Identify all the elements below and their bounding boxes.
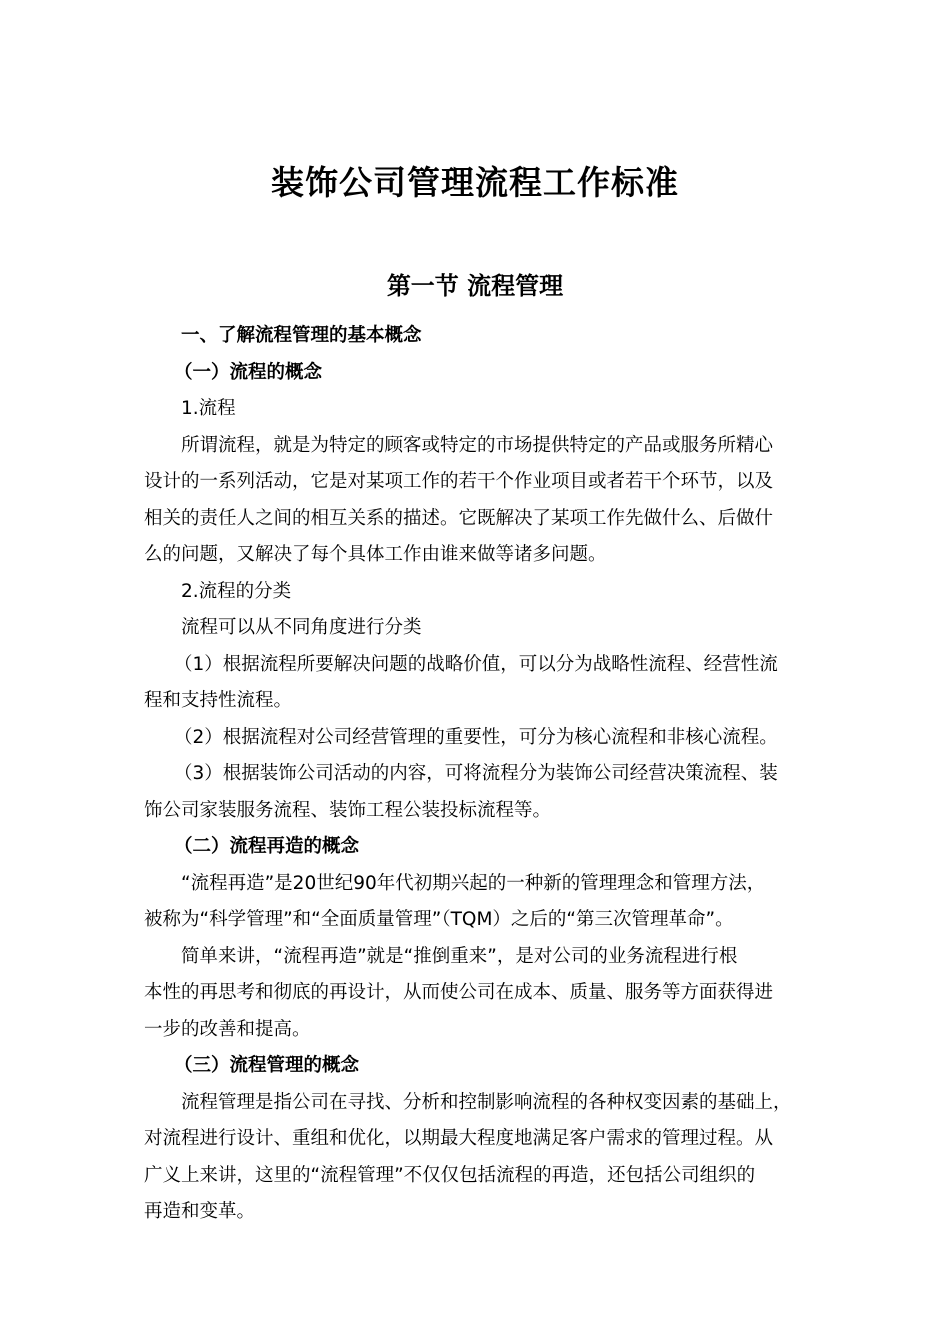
text-line: 对流程进行设计、重组和优化，以期最大程度地满足客户需求的管理过程。从 xyxy=(144,1128,774,1149)
text-line: 再造和变革。 xyxy=(144,1201,256,1222)
heading-line: （三）流程管理的概念 xyxy=(174,1055,360,1076)
text-line: 程和支持性流程。 xyxy=(144,690,293,711)
text-line: 么的问题，又解决了每个具体工作由谁来做等诸多问题。 xyxy=(144,544,607,565)
text-line: 所谓流程，就是为特定的顾客或特定的市场提供特定的产品或服务所精心 xyxy=(181,434,774,456)
text-line: 本性的再思考和彻底的再设计，从而使公司在成本、质量、服务等方面获得进 xyxy=(144,982,774,1003)
text-line: 相关的责任人之间的相互关系的描述。它既解决了某项工作先做什么、后做什 xyxy=(144,507,774,529)
text-line: 设计的一系列活动，它是对某项工作的若干个作业项目或者若干个环节，以及 xyxy=(144,471,774,492)
text-line: 流程管理是指公司在寻找、分析和控制影响流程的各种权变因素的基础上， xyxy=(181,1091,792,1113)
text-line: （2）根据流程对公司经营管理的重要性，可分为核心流程和非核心流程。 xyxy=(174,726,778,748)
heading-line: （二）流程再造的概念 xyxy=(174,836,360,857)
text-line: 简单来讲，“流程再造”就是“推倒重来”，是对公司的业务流程进行根 xyxy=(181,945,738,967)
document-title: 装饰公司管理流程工作标准 xyxy=(271,163,679,202)
text-line: “流程再造”是20世纪90年代初期兴起的一种新的管理理念和管理方法， xyxy=(181,872,766,894)
heading-line: 一、了解流程管理的基本概念 xyxy=(181,325,422,346)
text-line: （3）根据装饰公司活动的内容，可将流程分为装饰公司经营决策流程、装 xyxy=(174,763,778,784)
text-line: （1）根据流程所要解决问题的战略价值，可以分为战略性流程、经营性流 xyxy=(174,653,778,675)
text-line: 一步的改善和提高。 xyxy=(144,1018,311,1040)
text-line: 1.流程 xyxy=(181,398,236,419)
section-title: 第一节 流程管理 xyxy=(386,271,564,300)
text-line: 流程可以从不同角度进行分类 xyxy=(181,617,422,638)
text-line: 2.流程的分类 xyxy=(181,580,292,602)
heading-line: （一）流程的概念 xyxy=(174,361,323,383)
text-line: 广义上来讲，这里的“流程管理”不仅仅包括流程的再造，还包括公司组织的 xyxy=(144,1164,756,1186)
document-body xyxy=(144,318,816,1231)
text-line: 饰公司家装服务流程、装饰工程公装投标流程等。 xyxy=(144,799,552,821)
text-line: 被称为“科学管理”和“全面质量管理”（TQM）之后的“第三次管理革命”。 xyxy=(144,909,734,930)
